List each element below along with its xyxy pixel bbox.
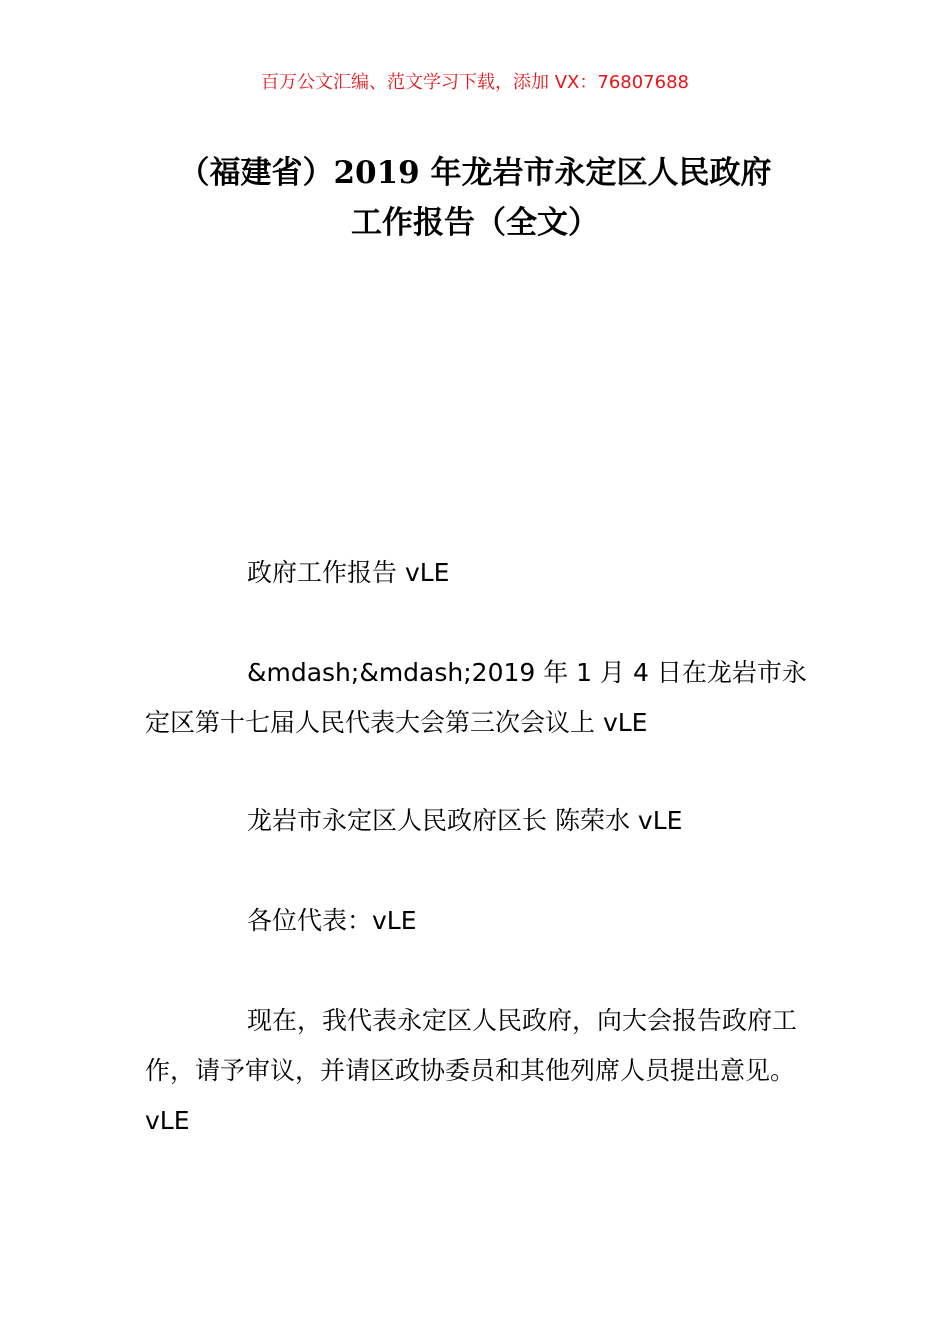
paragraph-meeting-info: &mdash;&mdash;2019 年 1 月 4 日在龙岩市永定区第十七届人民代表大会第三次会议上 vLE (145, 658, 807, 737)
title-line-1: （福建省）2019 年龙岩市永定区人民政府 (178, 155, 772, 191)
paragraph-report-label: 政府工作报告 vLE (247, 558, 450, 587)
paragraph-salutation: 各位代表：vLE (247, 906, 417, 935)
title-line-2: 工作报告（全文） (351, 205, 599, 241)
paragraph-opening: 现在，我代表永定区人民政府，向大会报告政府工作，请予审议，并请区政协委员和其他列席人员提出意见。vLE (145, 1006, 798, 1135)
document-title (130, 148, 820, 248)
header-note: 百万公文汇编、范文学习下载，添加 VX：76807688 (261, 72, 689, 93)
paragraph-speaker: 龙岩市永定区人民政府区长 陈荣水 vLE (247, 806, 683, 835)
